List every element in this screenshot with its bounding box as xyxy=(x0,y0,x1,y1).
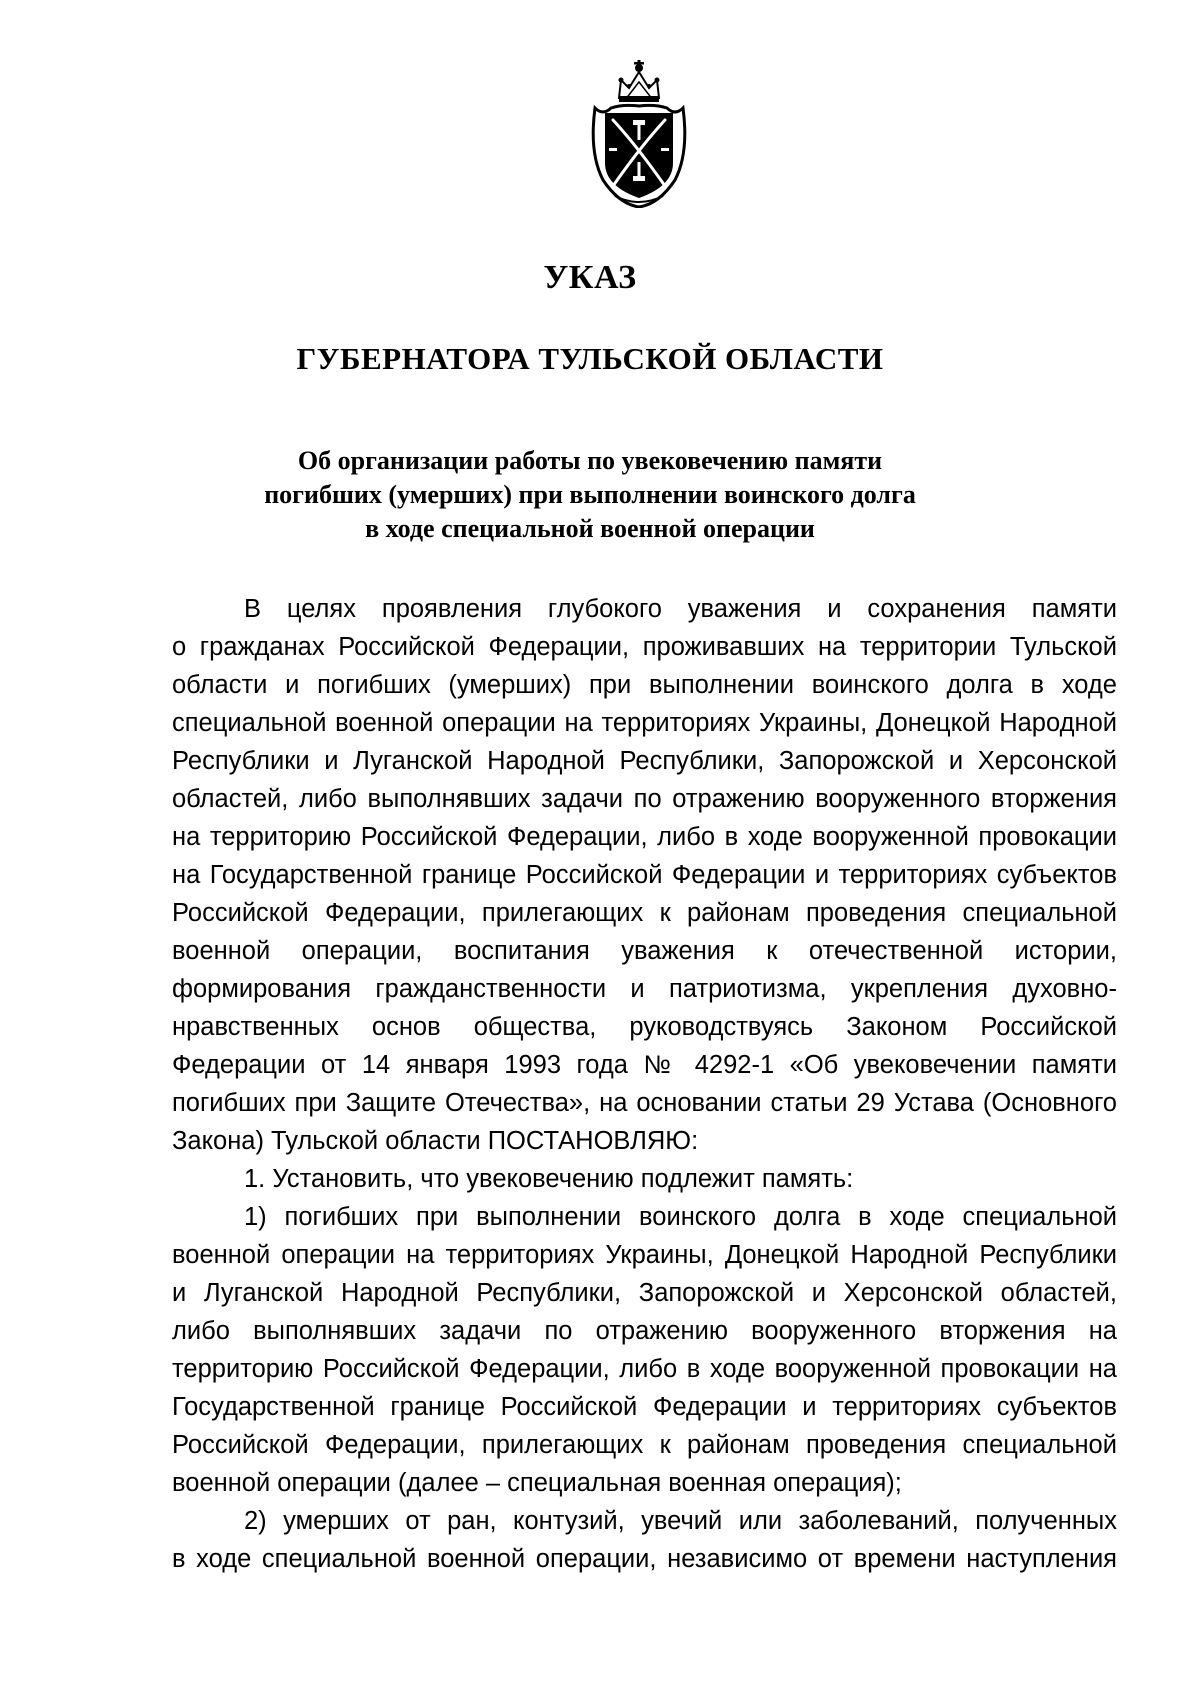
text-line: специальной военной операции на территориях Украины, Донецкой Народной xyxy=(172,709,1117,737)
text-line: Республики и Луганской Народной Республики, Запорожской и Херсонской xyxy=(172,747,1117,775)
text-line: и Луганской Народной Республики, Запорожской и Херсонской областей, xyxy=(172,1279,1117,1307)
text-line: 1. Установить, что увековечению подлежит память: xyxy=(244,1165,854,1193)
subitem-1-paragraph xyxy=(172,1198,1117,1502)
text-line: погибших при Защите Отечества», на основании статьи 29 Устава (Основного xyxy=(172,1089,1117,1117)
text-line: либо выполнявших задачи по отражению вооруженного вторжения на xyxy=(172,1317,1117,1345)
text-line: 2) умерших от ран, контузий, увечий или заболеваний, полученных xyxy=(244,1507,1117,1535)
text-line: нравственных основ общества, руководствуясь Законом Российской xyxy=(172,1013,1117,1041)
text-line: 1) погибших при выполнении воинского долга в ходе специальной xyxy=(244,1203,1117,1231)
text-line: военной операции на территориях Украины, Донецкой Народной Республики xyxy=(172,1241,1117,1269)
heading-line: в ходе специальной военной операции xyxy=(365,514,815,543)
text-line: в ходе специальной военной операции, независимо от времени наступления xyxy=(172,1545,1117,1573)
decree-title: УКАЗ xyxy=(543,259,637,296)
text-line: области и погибших (умерших) при выполнении воинского долга в ходе xyxy=(172,671,1117,699)
text-line: областей, либо выполнявших задачи по отражению вооруженного вторжения xyxy=(172,785,1117,813)
text-line: Федерации от 14 января 1993 года № 4292-1 «Об увековечении памяти xyxy=(172,1051,1117,1079)
text-line: о гражданах Российской Федерации, проживавших на территории Тульской xyxy=(172,633,1117,661)
text-line: Закона) Тульской области ПОСТАНОВЛЯЮ: xyxy=(172,1127,699,1155)
tula-coat-of-arms-icon xyxy=(585,58,693,208)
text-line: Российской Федерации, прилегающих к районам проведения специальной xyxy=(172,1431,1117,1459)
text-line: на Государственной границе Российской Федерации и территориях субъектов xyxy=(172,861,1117,889)
heading-line: Об организации работы по увековечению памяти xyxy=(297,446,883,475)
preamble-paragraph xyxy=(172,590,1117,1160)
item-1-paragraph xyxy=(172,1160,1117,1198)
heading-line: погибших (умерших) при выполнении воинского долга xyxy=(264,480,916,509)
text-line: формирования гражданственности и патриотизма, укрепления духовно- xyxy=(172,975,1117,1003)
text-line: военной операции (далее – специальная военная операция); xyxy=(172,1469,902,1497)
subitem-2-paragraph xyxy=(172,1502,1117,1578)
document-body xyxy=(172,590,1117,1578)
text-line: В целях проявления глубокого уважения и сохранения памяти xyxy=(244,595,1117,623)
decree-issuer: ГУБЕРНАТОРА ТУЛЬСКОЙ ОБЛАСТИ xyxy=(296,341,884,376)
text-line: Российской Федерации, прилегающих к районам проведения специальной xyxy=(172,899,1117,927)
text-line: Государственной границе Российской Федерации и территориях субъектов xyxy=(172,1393,1117,1421)
text-line: военной операции, воспитания уважения к отечественной истории, xyxy=(172,937,1117,965)
text-line: территорию Российской Федерации, либо в ходе вооруженной провокации на xyxy=(172,1355,1117,1383)
document-heading xyxy=(0,444,1180,546)
text-line: на территорию Российской Федерации, либо в ходе вооруженной провокации xyxy=(172,823,1117,851)
